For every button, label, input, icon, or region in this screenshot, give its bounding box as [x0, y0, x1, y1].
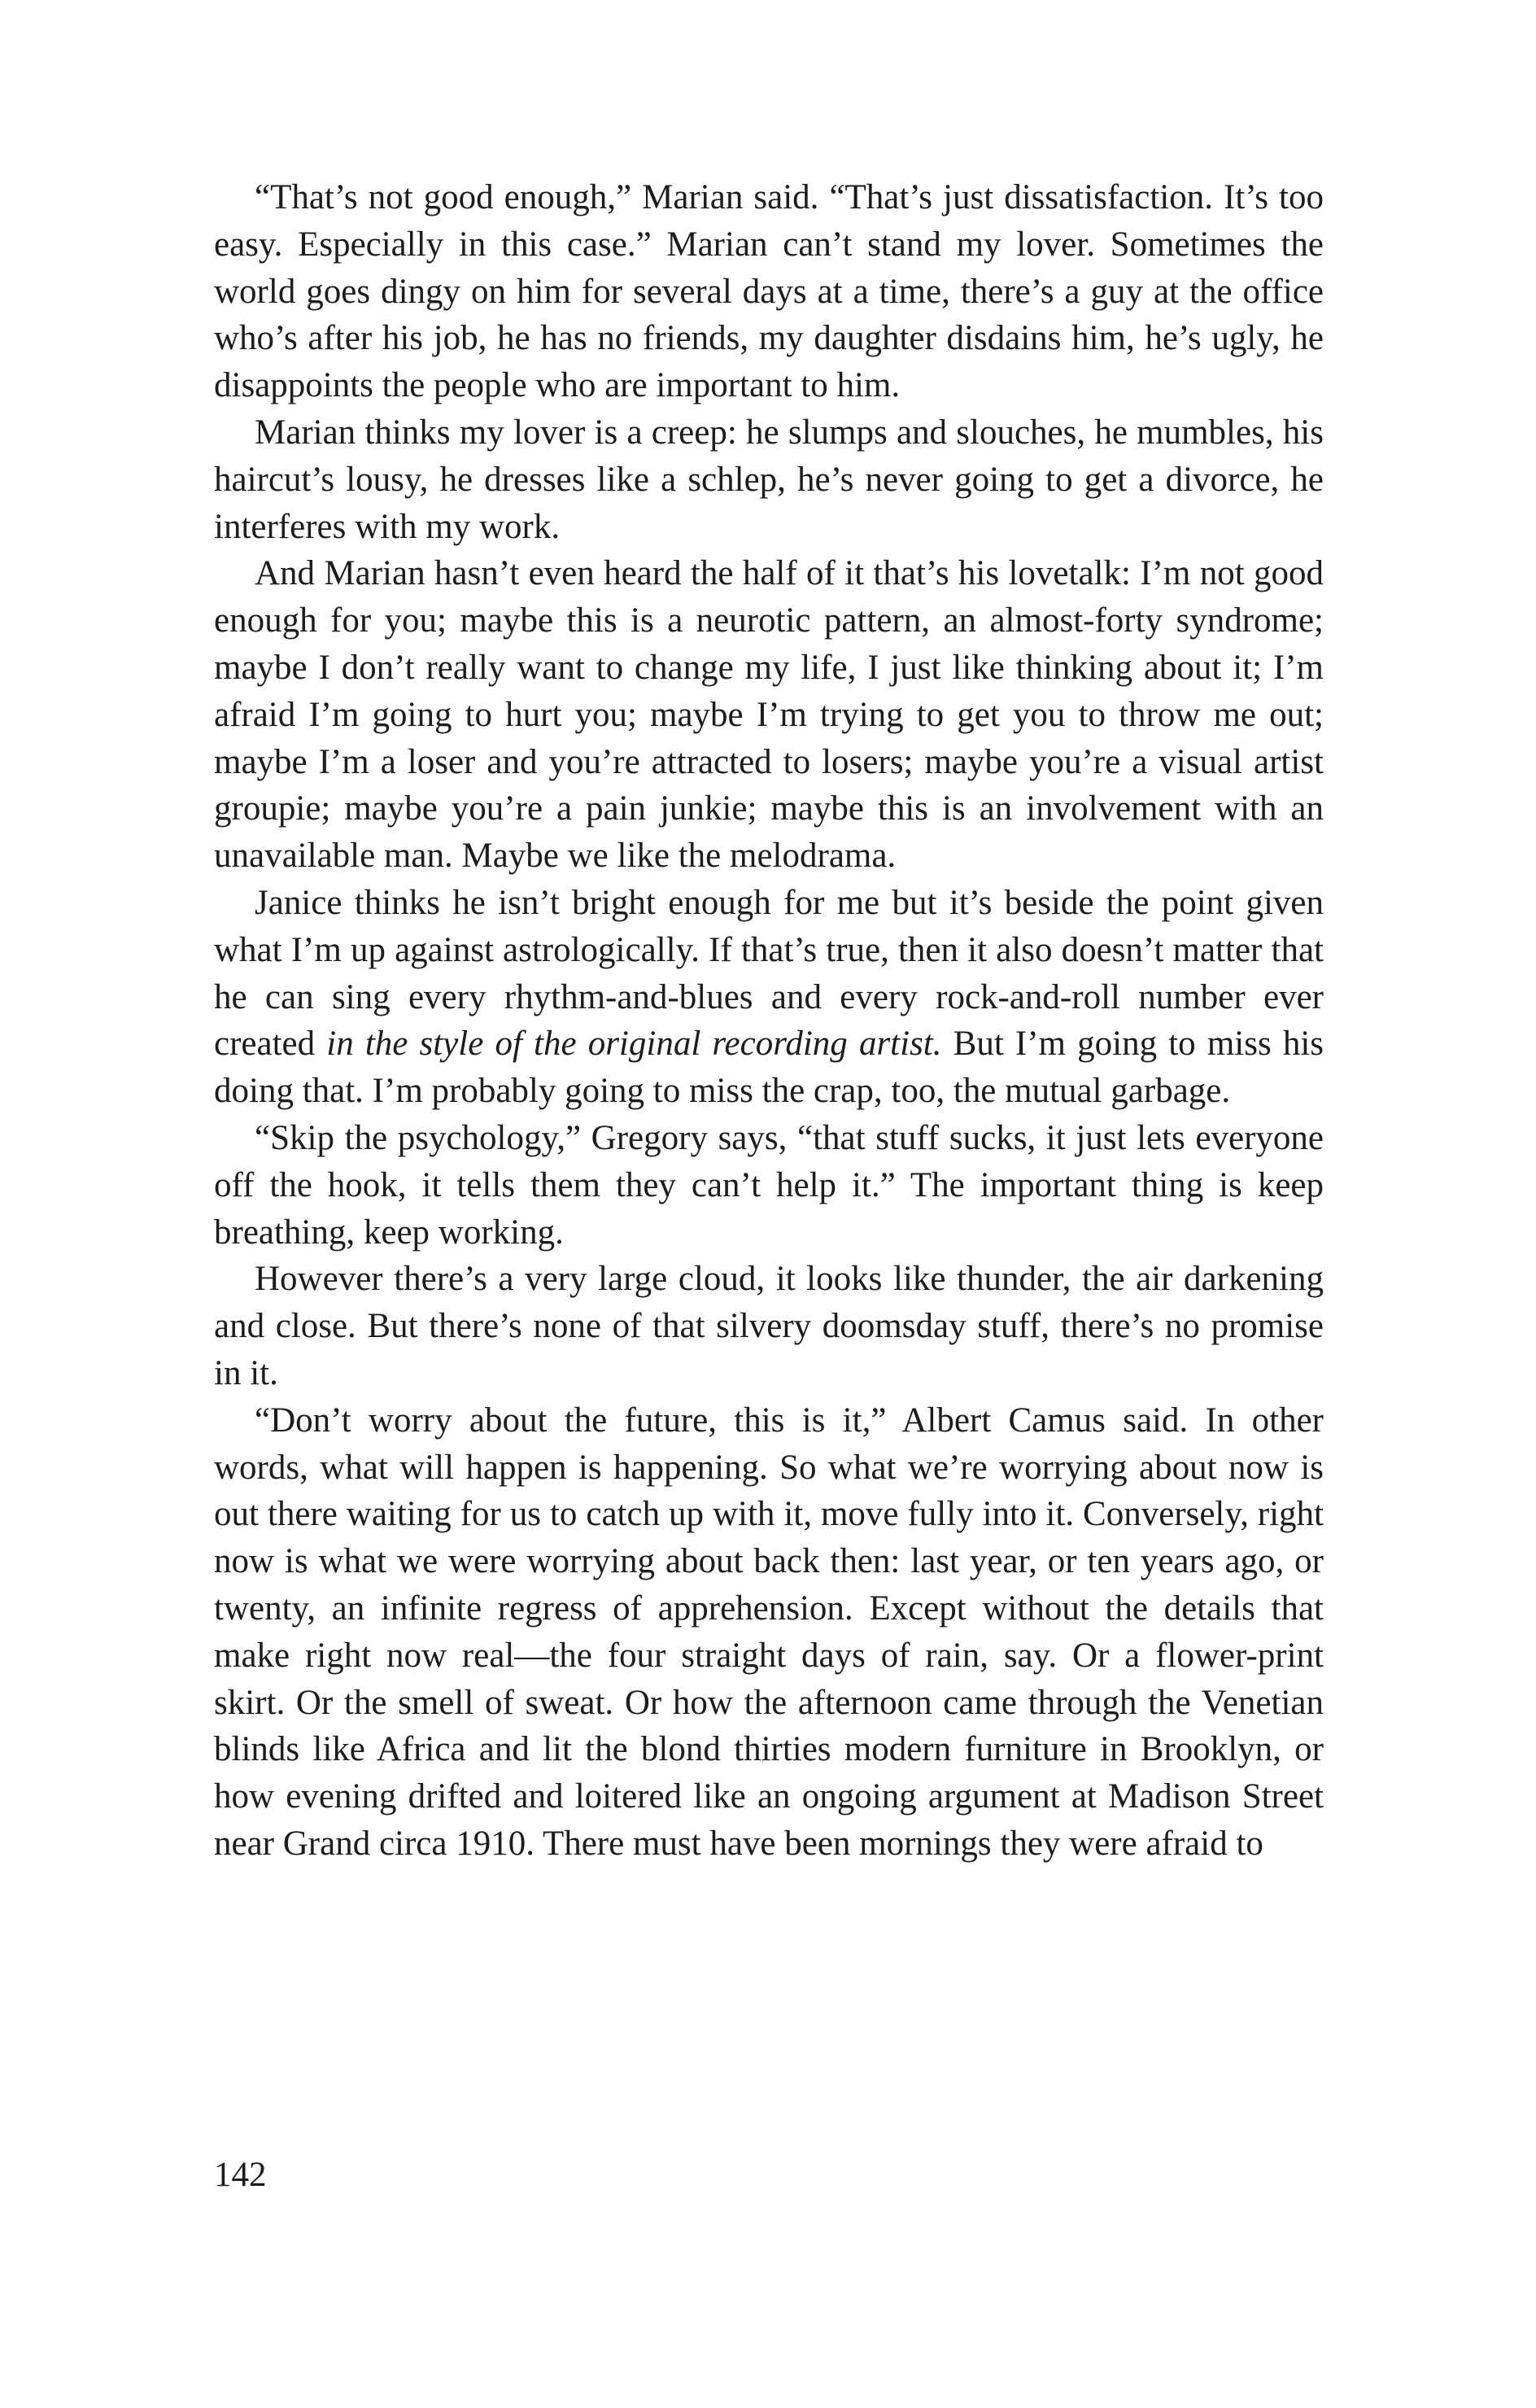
- paragraph-4-end: But I’m going to miss his doing that. I’m probably going to miss the crap, too, the mutual garbage.: [214, 1025, 1324, 1111]
- paragraph-3: And Marian hasn’t even heard the half of it that’s his lovetalk: I’m not good enough for you; maybe this is a neurotic pattern, an almost-forty syndrome; maybe I don’t really want to change my life, I just like thinking about it; I’m afraid I’m going to hurt you; maybe I’m trying to get you to throw me out; maybe I’m a loser and you’re attracted to losers; maybe you’re a visual artist groupie; maybe you’re a pain junkie; maybe this is an involvement with an unavailable man. Maybe we like the melodrama.: [214, 554, 1324, 876]
- paragraph-5: “Skip the psychology,” Gregory says, “that stuff sucks, it just lets everyone off the hook, it tells them they can’t help it.” The important thing is keep breathing, keep working.: [214, 1118, 1324, 1252]
- paragraph-4-start: Janice thinks he isn’t bright enough for me but it’s beside the point given what I’m up against astrologically. If that’s true, then it also doesn’t matter that he can sing every rhythm-and-blues and every rock-and-roll number ever created: [214, 883, 1324, 1064]
- body-text: [214, 174, 1324, 1868]
- paragraph-2: Marian thinks my lover is a creep: he slumps and slouches, he mumbles, his haircut’s lousy, he dresses like a schlep, he’s never going to get a divorce, he interferes with my work.: [214, 413, 1324, 546]
- paragraph-7: “Don’t worry about the future, this is it,” Albert Camus said. In other words, what will happen is happening. So what we’re worrying about now is out there waiting for us to catch up with it, move fully into it. Conversely, right now is what we were worrying about back then: last year, or ten years ago, or twenty, an infinite regress of apprehension. Except without the details that make right now real—the four straight days of rain, say. Or a flower-print skirt. Or the smell of sweat. Or how the afternoon came through the Venetian blinds like Africa and lit the blond thirties modern furniture in Brooklyn, or how evening drifted and loitered like an ongoing argument at Madison Street near Grand circa 1910. There must have been mornings they were afraid to: [214, 1401, 1324, 1863]
- paragraph-1: “That’s not good enough,” Marian said. “That’s just dissatisfaction. It’s too easy. Especially in this case.” Marian can’t stand my lover. Sometimes the world goes dingy on him for several days at a time, there’s a guy at the office who’s after his job, he has no friends, my daughter disdains him, he’s ugly, he disappoints the people who are important to him.: [214, 178, 1324, 405]
- paragraph-4: [214, 880, 1324, 1115]
- page-number: 142: [214, 2156, 267, 2194]
- paragraph-6: However there’s a very large cloud, it looks like thunder, the air darkening and close. But there’s none of that silvery doomsday stuff, there’s no promise in it.: [214, 1260, 1324, 1392]
- paragraph-4-italic: in the style of the original recording artist.: [326, 1025, 942, 1064]
